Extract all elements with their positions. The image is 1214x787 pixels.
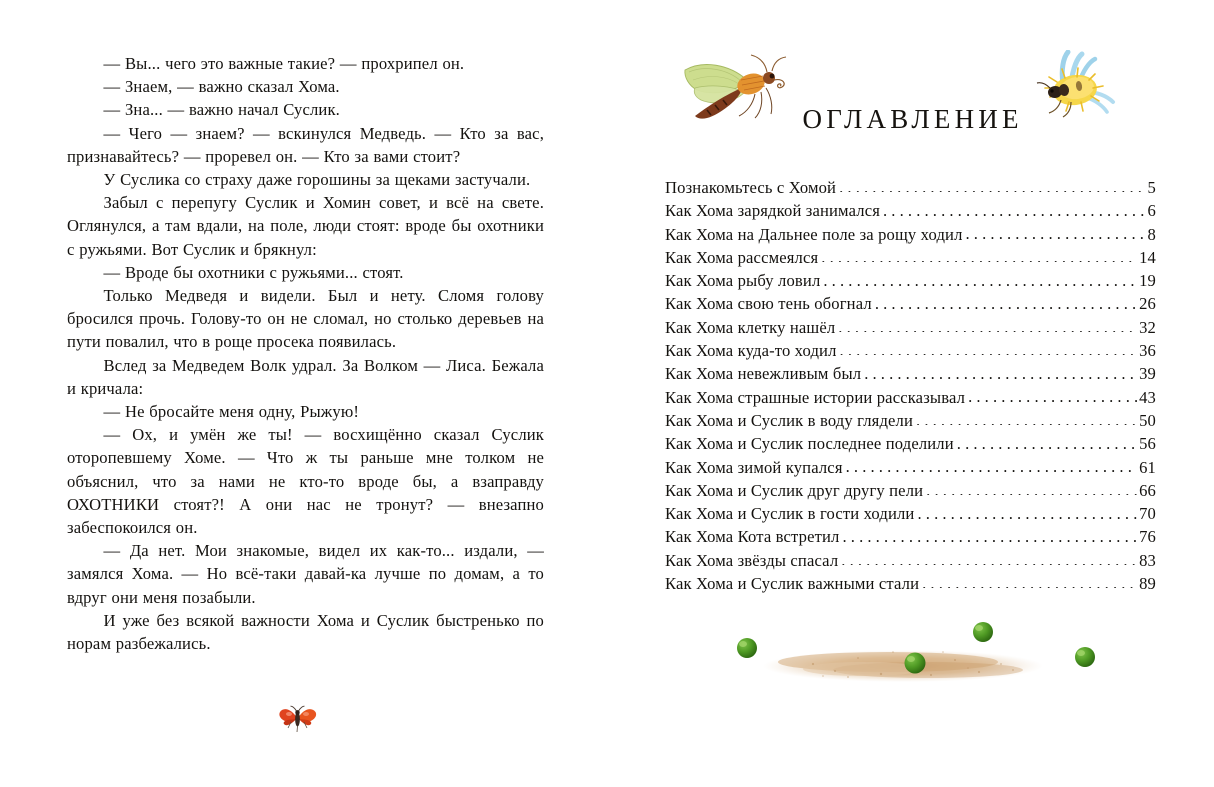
toc-entry-title: Как Хома невежливым был xyxy=(665,364,862,384)
toc-leader-dots xyxy=(839,176,1145,193)
toc-entry-page: 6 xyxy=(1147,201,1156,221)
toc-entry-title: Как Хома звёзды спасал xyxy=(665,550,839,570)
toc-leader-dots xyxy=(840,339,1138,356)
toc-leader-dots xyxy=(926,479,1137,496)
toc-entry-page: 26 xyxy=(1139,294,1156,314)
toc-entry[interactable] xyxy=(665,316,1156,339)
toc-leader-dots xyxy=(846,455,1137,472)
toc-leader-dots xyxy=(968,385,1137,402)
toc-entry-title: Как Хома зарядкой занимался xyxy=(665,201,880,221)
toc-leader-dots xyxy=(821,246,1137,263)
toc-entry[interactable] xyxy=(665,223,1156,246)
toc-entry-title: Как Хома страшные истории рассказывал xyxy=(665,387,966,407)
toc-leader-dots xyxy=(883,199,1146,216)
story-paragraph: Только Медведя и видели. Был и нету. Сломя голову бросился прочь. Голову-то он не сломал, но столько деревьев на пути повалил, что в роще просека появилась. xyxy=(67,286,544,352)
toc-entry-page: 66 xyxy=(1139,480,1156,500)
toc-entry-page: 76 xyxy=(1139,527,1156,547)
toc-leader-dots xyxy=(966,222,1146,239)
toc-entry-page: 36 xyxy=(1139,341,1156,361)
toc-leader-dots xyxy=(823,269,1137,286)
story-paragraph: — Чего — знаем? — вскинулся Медведь. — Кто за вас, признавайтесь? — проревел он. — Кто за вами стоит? xyxy=(67,123,544,166)
toc-entry-title: Как Хома рыбу ловил xyxy=(665,271,821,291)
story-paragraph: Вслед за Медведем Волк удрал. За Волком — Лиса. Бежала и кричала: xyxy=(67,355,544,398)
toc-entry-title: Как Хома клетку нашёл xyxy=(665,317,836,337)
story-paragraph: Забыл с перепугу Суслик и Хомин совет, и всё на свете. Оглянулся, а там вдали, на поле, люди стоят: вроде бы охотники с ружьями. Вот Суслик и брякнул: xyxy=(67,193,544,259)
red-butterfly-icon xyxy=(277,700,321,738)
toc-entry[interactable] xyxy=(665,456,1156,479)
toc-entry-title: Как Хома рассмеялся xyxy=(665,247,819,267)
story-paragraph: — Да нет. Мои знакомые, видел их как-то... издали, — замялся Хома. — Но всё-таки давай-ка лучше по домам, а то вдруг они меня позабыли. xyxy=(67,541,544,607)
toc-entry-page: 5 xyxy=(1147,178,1156,197)
toc-entry-title: Как Хома и Суслик в воду глядели xyxy=(665,410,914,430)
story-paragraph: — Зна... — важно начал Суслик. xyxy=(103,100,340,120)
toc-leader-dots xyxy=(916,409,1137,426)
toc-entry[interactable] xyxy=(665,525,1156,548)
toc-entry[interactable] xyxy=(665,572,1156,595)
toc-entry-page: 8 xyxy=(1147,224,1156,244)
toc-entry-page: 39 xyxy=(1139,364,1156,384)
story-paragraph: У Суслика со страху даже горошины за щеками застучали. xyxy=(103,170,531,190)
toc-entry-page: 43 xyxy=(1139,387,1156,407)
toc-leader-dots xyxy=(838,316,1137,333)
toc-entry-page: 14 xyxy=(1139,247,1156,267)
toc-entry[interactable] xyxy=(665,362,1156,385)
toc-entry[interactable] xyxy=(665,409,1156,432)
yellow-bee-icon xyxy=(1035,50,1119,124)
toc-entry-page: 19 xyxy=(1139,271,1156,291)
toc-leader-dots xyxy=(922,572,1137,589)
toc-entry-title: Как Хома и Суслик в гости ходили xyxy=(665,504,915,524)
table-of-contents xyxy=(665,176,1156,595)
toc-leader-dots xyxy=(841,549,1137,566)
toc-entry-page: 61 xyxy=(1139,457,1156,477)
toc-entry[interactable] xyxy=(665,386,1156,409)
toc-header xyxy=(607,48,1214,144)
toc-entry[interactable] xyxy=(665,479,1156,502)
toc-entry-title: Как Хома зимой купался xyxy=(665,457,843,477)
toc-leader-dots xyxy=(875,292,1137,309)
toc-entry-page: 70 xyxy=(1139,504,1156,524)
story-text-block xyxy=(67,52,544,655)
toc-leader-dots xyxy=(864,362,1137,379)
story-paragraph: — Вы... чего это важные такие? — прохрипел он. xyxy=(103,54,465,73)
toc-entry-title: Как Хома и Суслик последнее поделили xyxy=(665,434,954,454)
toc-entry-title: Познакомьтесь с Хомой xyxy=(665,178,837,197)
story-paragraph: И уже без всякой важности Хома и Суслик быстренько по норам разбежались. xyxy=(67,610,544,654)
toc-leader-dots xyxy=(957,432,1137,449)
right-page xyxy=(607,0,1214,787)
toc-entry[interactable] xyxy=(665,339,1156,362)
story-paragraph: — Не бросайте меня одну, Рыжую! xyxy=(103,402,360,422)
toc-entry-title: Как Хома куда-то ходил xyxy=(665,341,837,361)
toc-entry[interactable] xyxy=(665,269,1156,292)
toc-entry-page: 83 xyxy=(1139,550,1156,570)
toc-entry-title: Как Хома Кота встретил xyxy=(665,527,840,547)
toc-entry-page: 32 xyxy=(1139,317,1156,337)
toc-entry[interactable] xyxy=(665,549,1156,572)
toc-leader-dots xyxy=(842,525,1137,542)
toc-entry[interactable] xyxy=(665,246,1156,269)
toc-entry-page: 89 xyxy=(1139,574,1156,594)
toc-entry-title: Как Хома свою тень обогнал xyxy=(665,294,872,314)
toc-entry[interactable] xyxy=(665,176,1156,199)
toc-entry[interactable] xyxy=(665,199,1156,222)
toc-entry-title: Как Хома на Дальнее поле за рощу ходил xyxy=(665,224,963,244)
toc-entry[interactable] xyxy=(665,292,1156,315)
page-title: ОГЛАВЛЕНИЕ xyxy=(802,104,1023,135)
story-paragraph: — Знаем, — важно сказал Хома. xyxy=(103,77,340,97)
story-paragraph: — Ох, и умён же ты! — восхищённо сказал Суслик оторопевшему Хоме. — Что ж ты раньше мне толком не объяснил, что за нами не кто-то вроде бы, а взаправду ОХОТНИКИ стоят?! А они нас не тронут? — внезапно забеспокоился он. xyxy=(67,425,544,538)
toc-entry-title: Как Хома и Суслик друг другу пели xyxy=(665,480,924,500)
toc-entry-page: 50 xyxy=(1139,410,1156,430)
toc-entry[interactable] xyxy=(665,432,1156,455)
toc-entry-page: 56 xyxy=(1139,434,1156,454)
toc-leader-dots xyxy=(917,502,1137,519)
toc-entry[interactable] xyxy=(665,502,1156,525)
story-paragraph: — Вроде бы охотники с ружьями... стоят. xyxy=(103,262,404,282)
toc-entry-title: Как Хома и Суслик важными стали xyxy=(665,574,920,594)
sandy-ground-with-green-peas-icon xyxy=(703,608,1123,700)
